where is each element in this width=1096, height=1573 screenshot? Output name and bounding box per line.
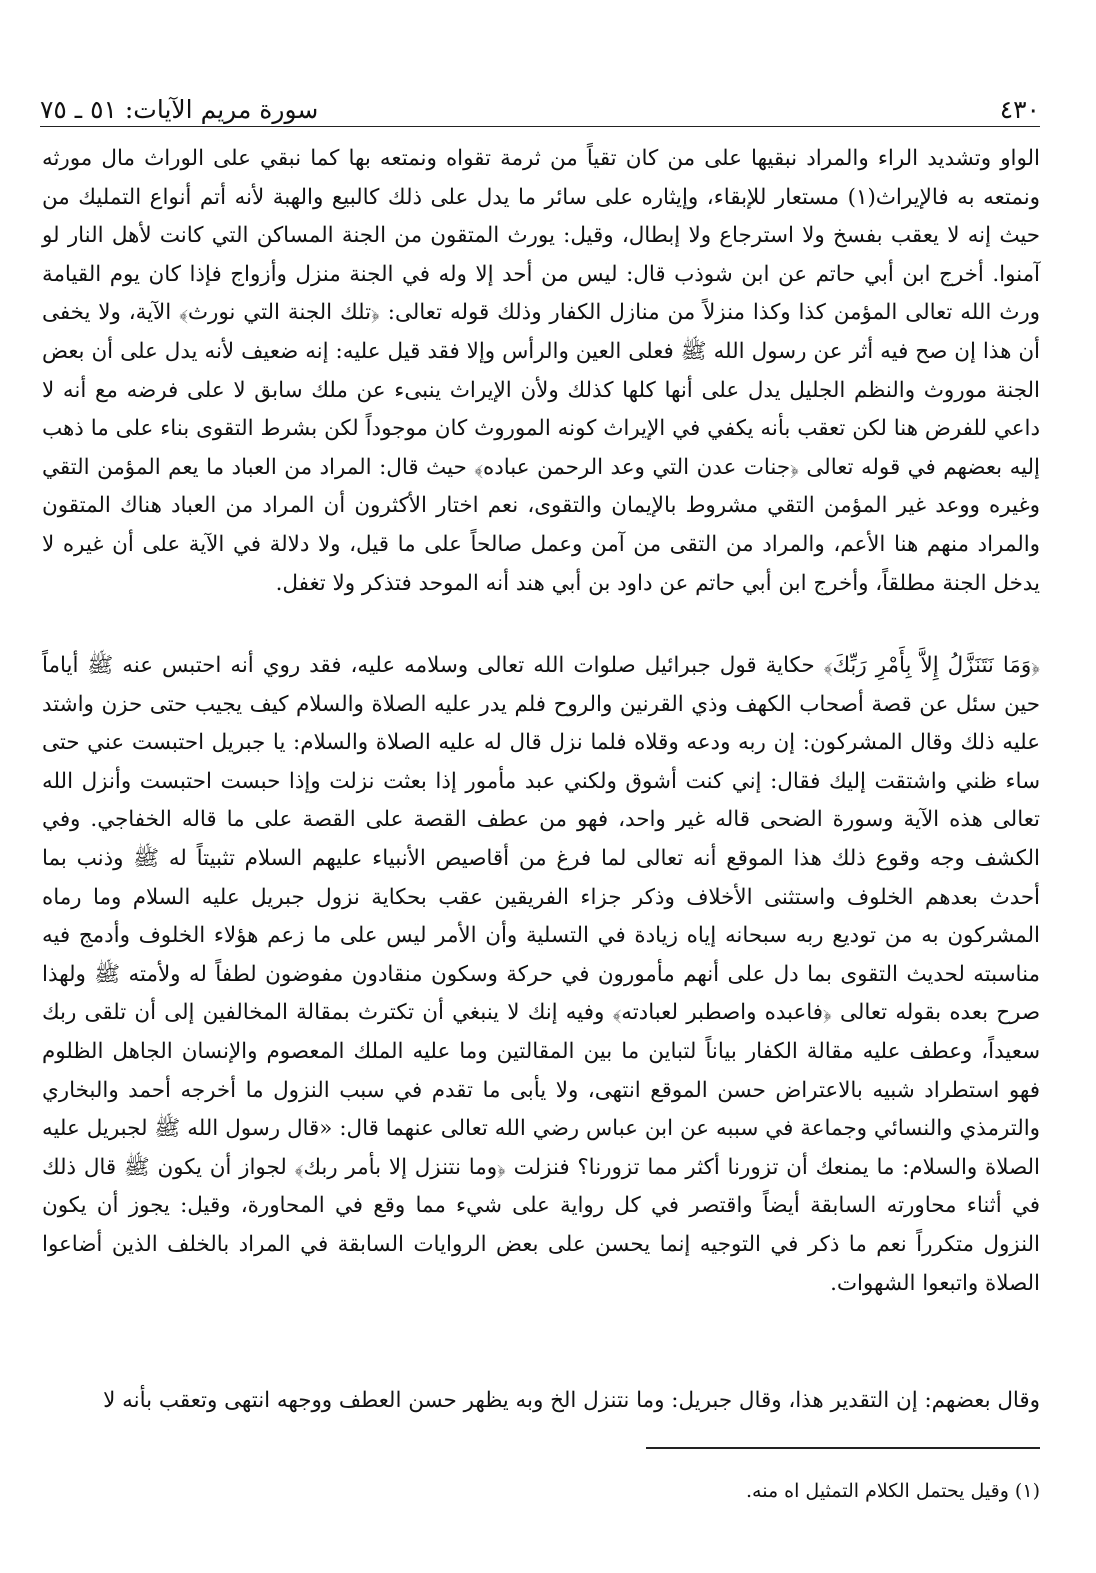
- page-number: ٤٣٠: [999, 95, 1040, 124]
- sura-verses-label: سورة مريم الآيات: ٥١ ـ ٧٥: [40, 95, 319, 124]
- paragraph-text: الواو وتشديد الراء والمراد نبقيها على من كان تقياً من ثرمة تقواه ونمتعه بها كما نبقي على الوراث مال مورثه ونمتعه به فالإيراث(١) مستعار للإبقاء، وإيثاره على سائر ما يدل على ذلك كالبيع والهبة لأنه أتم أنواع التمليك من حيث إنه لا يعقب بفسخ ولا استرجاع ولا إبطال، وقيل: يورث المتقون من الجنة المساكن التي كانت لأهل النار لو آمنوا. أخرج ابن أبي حاتم عن ابن شوذب قال: ليس من أحد إلا وله في الجنة منزل وأزواج فإذا كان يوم القيامة ورث الله تعالى المؤمن كذا وكذا منزلاً من منازل الكفار وذلك قوله تعالى: ﴿تلك الجنة التي نورث﴾ الآية، ولا يخفى أن هذا إن صح فيه أثر عن رسول الله ﷺ فعلى العين والرأس وإلا فقد قيل عليه: إنه ضعيف لأنه يدل على أن بعض الجنة موروث والنظم الجليل يدل على أنها كلها كذلك ولأن الإيراث ينبىء عن ملك سابق لا على فرضه مع أنه لا داعي للفرض هنا لكن تعقب بأنه يكفي في الإيراث كونه الموروث كان موجوداً لكن بشرط التقوى بناء على ما ذهب إليه بعضهم في قوله تعالى ﴿جنات عدن التي وعد الرحمن عباده﴾ حيث قال: المراد من العباد ما يعم المؤمن التقي وغيره ووعد غير المؤمن التقي مشروط بالإيمان والتقوى، نعم اختار الأكثرون أن المراد من العباد هناك المتقون والمراد منهم هنا الأعم، والمراد من التقى من آمن وعمل صالحاً على ما قيل، ولا دلالة في الآية على أن غيره لا يدخل الجنة مطلقاً، وأخرج ابن أبي حاتم عن داود بن أبي هند أنه الموحد فتذكر ولا تغفل.: [42, 146, 1041, 596]
- paragraph-3: [42, 1382, 1040, 1421]
- paragraph-text: وقال بعضهم: إن التقدير هذا، وقال جبريل: وما نتنزل الخ وبه يظهر حسن العطف ووجهه انتهى وتعقب بأنه لا: [103, 1388, 1040, 1413]
- header-rule: [40, 126, 1040, 127]
- paragraph-1: [42, 140, 1040, 603]
- paragraph-text: ﴿وَمَا نَتَنَزَّلُ إِلاَّ بِأَمْرِ رَبِّكَ﴾ حكاية قول جبرائيل صلوات الله تعالى وسلامه عليه، فقد روي أنه احتبس عنه ﷺ أياماً حين سئل عن قصة أصحاب الكهف وذي القرنين والروح فلم يدر عليه الصلاة والسلام كيف يجيب حتى حزن واشتد عليه ذلك وقال المشركون: إن ربه ودعه وقلاه فلما نزل قال له عليه الصلاة والسلام: يا جبريل احتبست عني حتى ساء ظني واشتقت إليك فقال: إني كنت أشوق ولكني عبد مأمور إذا بعثت نزلت وإذا حبست احتبست وأنزل الله تعالى هذه الآية وسورة الضحى قاله غير واحد، فهو من عطف القصة على القصة على ما قاله الخفاجي. وفي الكشف وجه وقوع ذلك هذا الموقع أنه تعالى لما فرغ من أقاصيص الأنبياء عليهم السلام تثبيتاً له ﷺ وذنب بما أحدث بعدهم الخلوف واستثنى الأخلاف وذكر جزاء الفريقين عقب بحكاية نزول جبريل عليه السلام وما رماه المشركون به من توديع ربه سبحانه إياه زيادة في التسلية وأن الأمر ليس على ما زعم هؤلاء الخلوف وأدمج فيه مناسبته لحديث التقوى بما دل على أنهم مأمورون في حركة وسكون منقادون مفوضون لطفاً له ولأمته ﷺ ولهذا صرح بعده بقوله تعالى ﴿فاعبده واصطبر لعبادته﴾ وفيه إنك لا ينبغي أن تكترث بمقالة المخالفين إلى أن تلقى ربك سعيداً، وعطف عليه مقالة الكفار بياناً لتباين ما بين المقالتين وما عليه الملك المعصوم والإنسان الجاهل الظلوم فهو استطراد شبيه بالاعتراض حسن الموقع انتهى، ولا يأبى ما تقدم في سبب النزول ما أخرجه أحمد والبخاري والترمذي والنسائي وجماعة في سببه عن ابن عباس رضي الله تعالى عنهما قال: «قال رسول الله ﷺ لجبريل عليه الصلاة والسلام: ما يمنعك أن تزورنا أكثر مما تزورنا؟ فنزلت ﴿وما نتنزل إلا بأمر ربك﴾ لجواز أن يكون ﷺ قال ذلك في أثناء محاورته السابقة أيضاً واقتصر في كل رواية على شيء مما وقع في المحاورة، وقيل: يجوز أن يكون النزول متكرراً نعم ما ذكر في التوجيه إنما يحسن على بعض الروايات السابقة في المراد بالخلف الذين أضاعوا الصلاة واتبعوا الشهوات.: [42, 653, 1040, 1296]
- footnote-rule: [646, 1447, 1040, 1449]
- running-header: [40, 90, 1040, 130]
- paragraph-2: [42, 647, 1040, 1303]
- footnote: (١) وقيل يحتمل الكلام التمثيل اه منه.: [745, 1480, 1040, 1502]
